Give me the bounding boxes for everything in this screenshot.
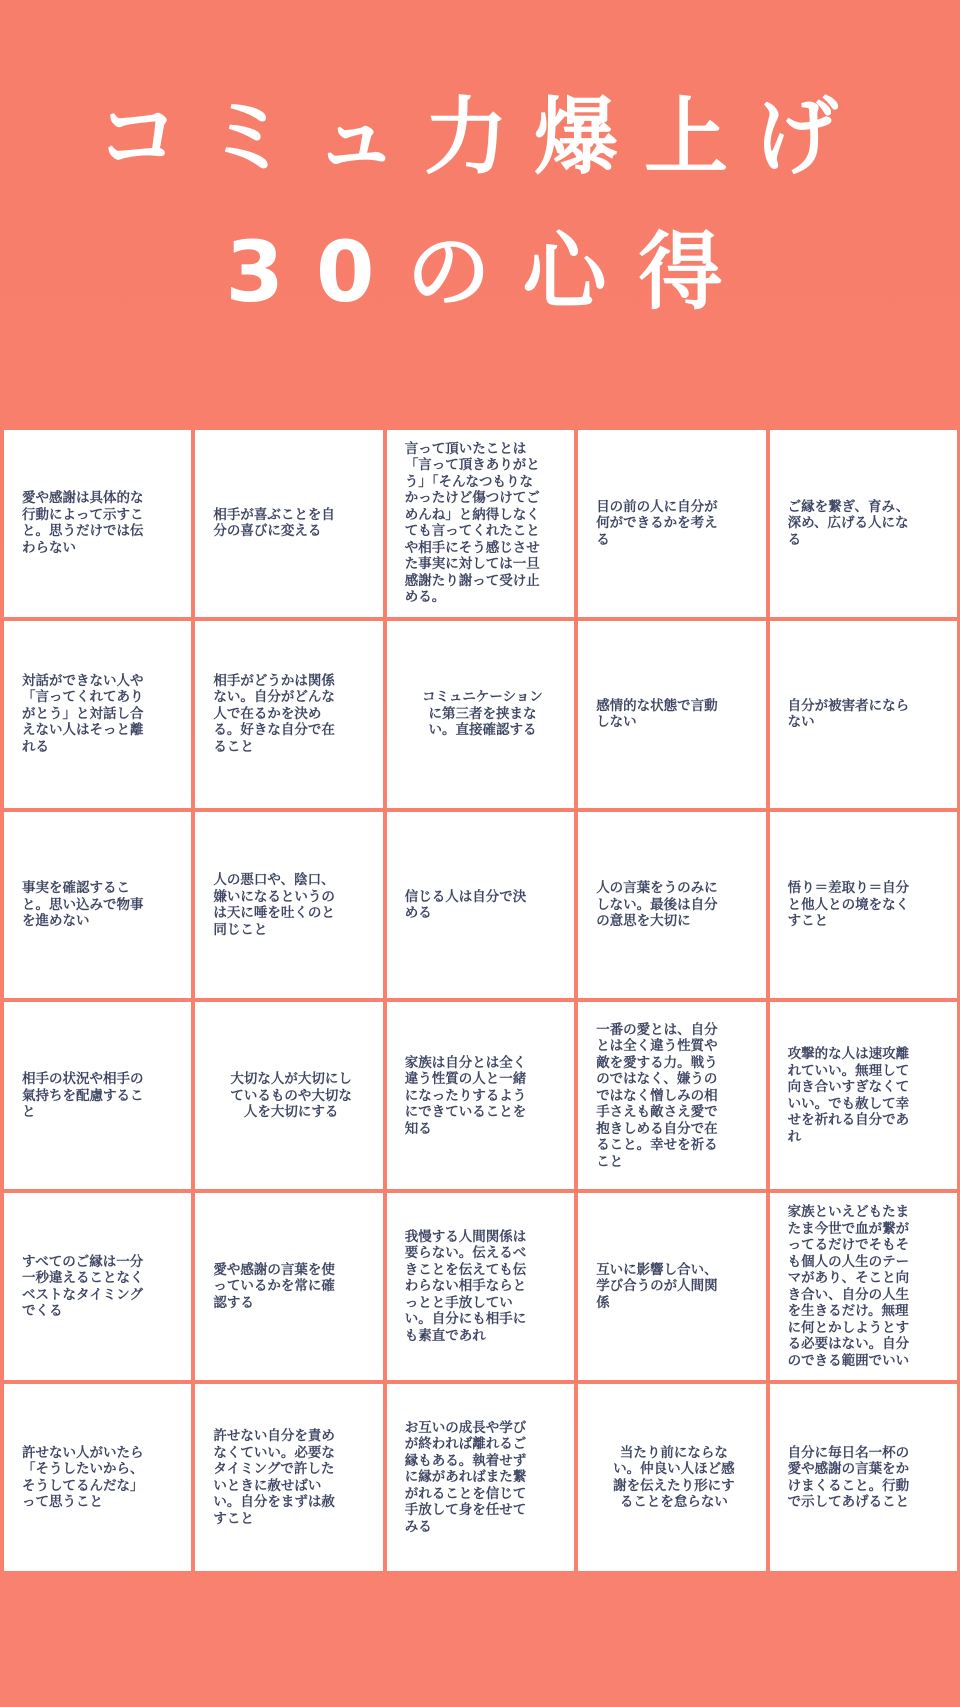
- tip-text: コミュニケーション に第三者を挟まな い。直接確認する: [422, 689, 543, 739]
- tip-text: 目の前の人に自分が 何ができるかを考え る: [596, 498, 718, 548]
- tip-card-27: [195, 1384, 382, 1571]
- tip-card-23: [387, 1193, 574, 1380]
- tip-text: 家族は自分とは全く 違う性質の人と一緒 になったりするよう にできていることを 知る: [404, 1054, 527, 1137]
- tip-text: お互いの成長や学び が終われば離れるご 縁もある。執着せず に縁があればまた繋 がれることを信じて 手放して身を任せて みる: [404, 1419, 527, 1535]
- tip-card-18: [387, 1002, 574, 1189]
- tip-text: 言って頂いたことは 「言って頂きありがと う」「そんなつもりな かったけど傷つけてご めんね」と納得しなく ても言ってくれたこと や相手にそう感じさせ た事実に対しては一旦 感謝たり謝って受け止 める。: [404, 440, 540, 606]
- tip-text: すべてのご縁は一分 一秒違えることなく ベストなタイミング でくる: [22, 1253, 144, 1320]
- tip-card-7: [195, 621, 382, 808]
- tip-text: 愛や感謝は具体的な 行動によって示すこ と。思うだけでは伝 わらない: [22, 490, 144, 556]
- tip-text: 感情的な状態で言動 しない: [596, 697, 718, 731]
- tip-text: 自分に毎日名一杯の 愛や感謝の言葉をか けまくること。行動 で示してあげること: [787, 1444, 910, 1511]
- title-line-2: 30の心得: [225, 223, 755, 321]
- tip-text: 当たり前にならな い。仲良い人ほど感 謝を伝えたり形にす ることを怠らない: [613, 1444, 735, 1511]
- tip-card-17: [195, 1002, 382, 1189]
- tip-text: 許せない自分を責め なくていい。必要な タイミングで許した いときに赦せばい い。自分をまずは赦 すこと: [213, 1428, 335, 1527]
- tip-card-4: [578, 430, 765, 617]
- tip-card-16: [4, 1002, 191, 1189]
- tip-card-9: [578, 621, 765, 808]
- tip-card-12: [195, 812, 382, 999]
- title-line-1: コミュ力爆上げ: [95, 88, 865, 186]
- tip-card-21: [4, 1193, 191, 1380]
- tip-card-2: [195, 430, 382, 617]
- tip-card-1: [4, 430, 191, 617]
- tip-text: 攻撃的な人は速攻離 れていい。無理して 向き合いすぎなくて いい。でも赦して幸 せを祈れる自分であ れ: [787, 1046, 910, 1145]
- tip-card-28: [387, 1384, 574, 1571]
- tip-text: 悟り＝差取り＝自分 と他人との境をなく すこと: [787, 880, 910, 930]
- tip-text: 人の悪口や、陰口、 嫌いになるというの は天に唾を吐くのと 同じこと: [213, 872, 335, 938]
- tip-text: 許せない人がいたら 「そうしたいから、 そうしてるんだな」 って思うこと: [22, 1444, 144, 1511]
- tip-card-11: [4, 812, 191, 999]
- tip-text: 我慢する人間関係は 要らない。伝えるべ きことを伝えても伝 わらない相手ならと っとと手放してい い。自分にも相手に も素直であれ: [404, 1228, 527, 1344]
- tip-text: 信じる人は自分で決 める: [404, 888, 527, 922]
- tip-text: 人の言葉をうのみに しない。最後は自分 の意思を大切に: [596, 880, 718, 930]
- tip-card-10: [770, 621, 957, 808]
- tip-text: 事実を確認するこ と。思い込みで物事 を進めない: [22, 880, 144, 930]
- tip-text: 相手が喜ぶことを自 分の喜びに変える: [213, 506, 335, 540]
- tip-card-19: [578, 1002, 765, 1189]
- tip-card-15: [770, 812, 957, 999]
- poster-title: [0, 70, 960, 340]
- tip-text: 互いに影響し合い、 学び合うのが人間関 係: [596, 1261, 718, 1311]
- tip-text: ご縁を繋ぎ、育み、 深め、広げる人にな る: [787, 498, 910, 548]
- tip-card-8: [387, 621, 574, 808]
- tip-text: 大切な人が大切にし ているものや大切な 人を大切にする: [230, 1071, 352, 1121]
- tip-card-24: [578, 1193, 765, 1380]
- tip-text: 一番の愛とは、自分 とは全く違う性質や 敵を愛する力。戦う のではなく、嫌うの ではなく憎しみの相 手さえも敵さえ愛で 抱きしめる自分で在 ること。幸せを祈る こと: [596, 1021, 718, 1170]
- tips-grid: [4, 430, 957, 1571]
- tip-card-25: [770, 1193, 957, 1380]
- tip-text: 自分が被害者になら ない: [787, 697, 910, 731]
- tip-card-3: [387, 430, 574, 617]
- tip-text: 対話ができない人や 「言ってくれてあり がとう」と対話し合 えない人はそっと離 れる: [22, 672, 144, 755]
- tip-card-14: [578, 812, 765, 999]
- tip-text: 愛や感謝の言葉を使 っているかを常に確 認する: [213, 1261, 335, 1311]
- tip-text: 相手の状況や相手の 氣持ちを配慮するこ と: [22, 1071, 144, 1121]
- tip-card-22: [195, 1193, 382, 1380]
- tip-card-29: [578, 1384, 765, 1571]
- tip-card-6: [4, 621, 191, 808]
- tip-text: 家族といえどもたま たま今世で血が繋が ってるだけでそもそ も個人の人生のテー マがあり、そこと向 き合い、自分の人生 を生きるだけ。無理 に何とかしようとす る必要はない。自分 のできる範囲でいい: [787, 1204, 910, 1369]
- tip-text: 相手がどうかは関係 ない。自分がどんな 人で在るかを決め る。好きな自分で在 ること: [213, 672, 335, 755]
- tip-card-26: [4, 1384, 191, 1571]
- tip-card-13: [387, 812, 574, 999]
- tip-card-20: [770, 1002, 957, 1189]
- tip-card-5: [770, 430, 957, 617]
- tip-card-30: [770, 1384, 957, 1571]
